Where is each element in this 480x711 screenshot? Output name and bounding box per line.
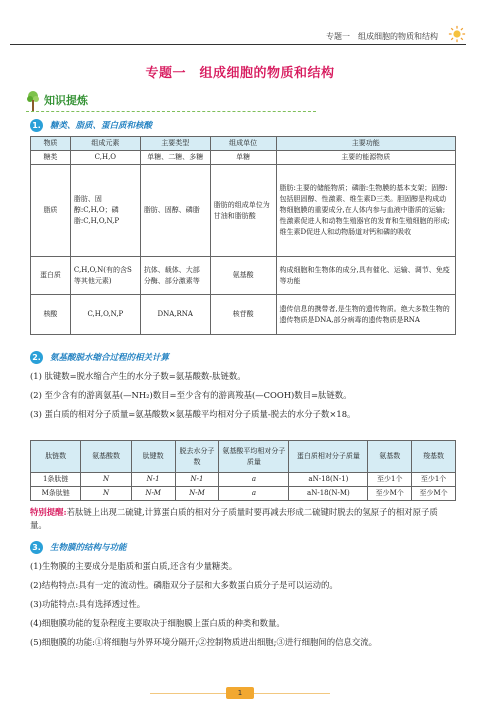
table-cell: 核酸 [31,295,71,335]
page-title: 专题一 组成细胞的物质和结构 [145,66,335,81]
paragraph: (2)结构特点:具有一定的流动性。磷脂双分子层和大多数蛋白质分子是可以运动的。 [30,580,338,590]
table-cell: 构成细胞和生物体的成分,具有催化、运输、调节、免疫等功能 [276,257,456,295]
table-cell: 至少M个 [368,487,412,501]
table-header-row [31,441,456,473]
paragraph: (1) 肽键数=脱水缩合产生的水分子数=氨基酸数-肽链数。 [30,371,246,381]
table-header-row [31,137,456,151]
header-cell: 氨基酸数 [81,441,131,473]
table-cell: C,H,O,N,P [70,295,140,335]
header-cell: 主要功能 [276,137,456,151]
header-cell: 氨基数 [368,441,412,473]
note-label: 特别提醒: [30,507,67,517]
subheading-text: 糖类、脂质、蛋白质和核酸 [50,121,153,131]
header-rule [10,44,466,45]
table-cell: N-1 [175,473,219,487]
tree-icon [26,90,40,112]
table-cell: 1条肽链 [31,473,81,487]
table-row [31,165,456,257]
header-cell: 组成元素 [70,137,140,151]
table-cell: 单糖、二糖、多糖 [140,151,210,165]
table-cell: aN-18(N-M) [289,487,368,501]
table-cell: 至少1个 [412,473,456,487]
header-cell: 蛋白质相对分子质量 [289,441,368,473]
header-cell: 肽键数 [131,441,175,473]
table-cell: a [219,473,289,487]
table-cell: 脂质 [31,165,71,257]
substances-table [30,136,456,335]
table-cell: 糖类 [31,151,71,165]
table-cell: 脂肪的组成单位为甘油和脂肪酸 [210,165,276,257]
section-divider [26,111,316,112]
header-cell: 羧基数 [412,441,456,473]
subheading-3 [30,540,127,554]
table-cell: 核苷酸 [210,295,276,335]
header-cell: 脱去水分子数 [175,441,219,473]
table-cell: 脂肪、固醇、磷脂 [140,165,210,257]
special-note [30,506,450,532]
peptide-calc-table [30,440,456,501]
table-cell: 单糖 [210,151,276,165]
table-cell: 主要的能源物质 [276,151,456,165]
table-cell: N-M [175,487,219,501]
table-cell: aN-18(N-1) [289,473,368,487]
header-cell: 主要类型 [140,137,210,151]
table-row [31,295,456,335]
table-cell: N [81,473,131,487]
table-cell: 抗体、载体、大部分酶、部分激素等 [140,257,210,295]
table-cell: M条肽链 [31,487,81,501]
note-text: 若肽链上出现二硫键,计算蛋白质的相对分子质量时要再减去形成二硫键时脱去的氢原子的相对原子质量。 [30,507,438,530]
header-cell: 氨基酸平均相对分子质量 [219,441,289,473]
table-cell: 脂肪:主要的储能物质；磷脂:生物膜的基本支架；固醇:包括胆固醇、性激素、维生素D三类。胆固醇是构成动物细胞膜的重要成分,在人体内参与血液中脂质的运输;性激素促进人和动物生殖器官的发育和生殖细胞的形成;维生素D促进人和动物肠道对钙和磷的吸收 [276,165,456,257]
table-row [31,487,456,501]
table-cell: N-1 [131,473,175,487]
table-row [31,151,456,165]
paragraph: (3) 蛋白质的相对分子质量=氨基酸数×氨基酸平均相对分子质量-脱去的水分子数×18。 [30,409,356,419]
table-cell: DNA,RNA [140,295,210,335]
table-cell: 蛋白质 [31,257,71,295]
subheading-text: 氨基酸脱水缩合过程的相关计算 [50,353,170,363]
table-cell: a [219,487,289,501]
paragraph: (3)功能特点:具有选择透过性。 [30,599,146,609]
subheading-2 [30,350,169,364]
number-badge: 2. [30,351,43,364]
table-cell: 氨基酸 [210,257,276,295]
table-row [31,473,456,487]
header-text: 专题一 组成细胞的物质和结构 [326,32,438,41]
number-badge: 3. [30,541,43,554]
table-cell: 至少M个 [412,487,456,501]
subheading-text: 生物膜的结构与功能 [50,543,127,553]
page-header [0,0,480,46]
paragraph: (2) 至少含有的游离氨基(—NH₂)数目=至少含有的游离羧基(—COOH)数目=肽链数。 [30,390,352,400]
section-heading [26,88,136,114]
header-cell: 组成单位 [210,137,276,151]
table-cell: C,H,O [70,151,140,165]
table-cell: C,H,O,N(有的含S等其他元素) [70,257,140,295]
header-cell: 肽链数 [31,441,81,473]
table-cell: N [81,487,131,501]
paragraph: (4)细胞膜功能的复杂程度主要取决于细胞膜上蛋白质的种类和数量。 [30,618,285,628]
section-label: 知识提炼 [44,94,88,107]
sun-flower-icon [448,25,466,43]
number-badge: 1. [30,119,43,132]
table-cell: N-M [131,487,175,501]
table-cell: 至少1个 [368,473,412,487]
paragraph: (5)细胞膜的功能:①将细胞与外界环境分隔开;②控制物质进出细胞;③进行细胞间的信息交流。 [30,637,377,647]
subheading-1 [30,118,152,132]
table-row [31,257,456,295]
table-cell: 脂肪、固醇:C,H,O；磷脂:C,H,O,N,P [70,165,140,257]
page-number: 1 [226,687,254,699]
paragraph: (1)生物膜的主要成分是脂质和蛋白质,还含有少量糖类。 [30,561,238,571]
table-cell: 遗传信息的携带者,是生物的遗传物质。绝大多数生物的遗传物质是DNA,部分病毒的遗传物质是RNA [276,295,456,335]
header-cell: 物质 [31,137,71,151]
